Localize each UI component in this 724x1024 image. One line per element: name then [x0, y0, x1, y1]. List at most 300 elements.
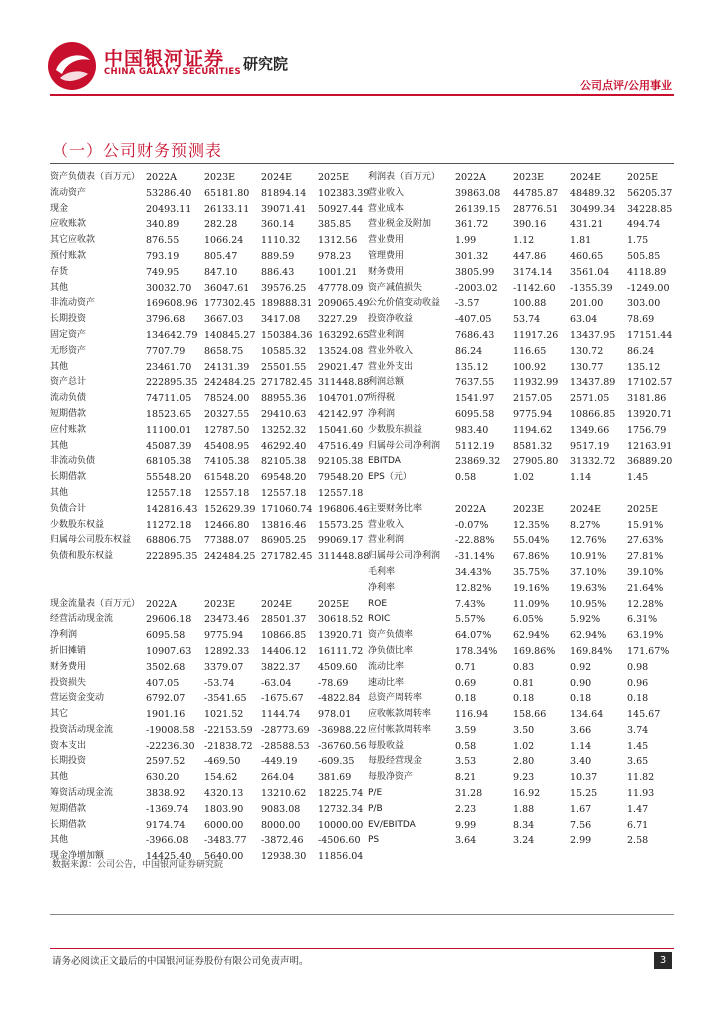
cell-value: 303.00 — [627, 298, 661, 310]
cell-value: 12732.34 — [318, 803, 364, 815]
row-label: 其它应收款 — [50, 235, 96, 246]
cell-value: 64.07% — [455, 630, 492, 642]
cell-value: 1066.24 — [204, 235, 244, 247]
row-label: 流动负债 — [50, 393, 87, 404]
cell-value: 3.64 — [455, 835, 477, 847]
cell-value: 74711.05 — [146, 393, 192, 405]
cell-value: 39071.41 — [261, 203, 307, 215]
cell-value: 1.67 — [570, 803, 592, 815]
balance-sheet-row — [50, 518, 380, 534]
balance-sheet-row — [50, 375, 380, 391]
row-label: 归属母公司净利润 — [368, 551, 441, 562]
cell-value: 28501.37 — [261, 614, 307, 626]
cell-value: 15041.60 — [318, 424, 364, 436]
cell-value: 13437.89 — [570, 377, 616, 389]
cell-value: 3181.86 — [627, 393, 667, 405]
cell-value: 163292.65 — [318, 329, 370, 341]
row-label: 营业费用 — [368, 235, 405, 246]
row-label: 应收帐款周转率 — [368, 709, 432, 720]
cash-flow-row — [50, 739, 380, 755]
balance-sheet-row — [50, 439, 380, 455]
cell-value: 26139.15 — [455, 203, 501, 215]
cell-value: 17151.44 — [627, 329, 673, 341]
income-statement-row — [368, 470, 678, 486]
row-label: 流动比率 — [368, 661, 405, 672]
cell-value: 1756.79 — [627, 424, 667, 436]
cell-value: 271782.45 — [261, 551, 313, 563]
cell-value: 340.89 — [146, 219, 180, 231]
bottom-divider — [50, 914, 674, 915]
cell-value: 983.40 — [455, 424, 489, 436]
cell-value: 7637.55 — [455, 377, 495, 389]
cell-value: 102383.39 — [318, 187, 370, 199]
logo-chinese-name: 中国银河证券 — [104, 48, 225, 70]
cell-value: 630.20 — [146, 772, 180, 784]
cell-value: 749.95 — [146, 266, 180, 278]
row-label: 筹资活动现金流 — [50, 788, 114, 799]
cell-value: 12557.18 — [261, 487, 307, 499]
footer-divider — [50, 948, 674, 949]
cell-value: 3174.14 — [513, 266, 553, 278]
cell-value: 29021.47 — [318, 361, 364, 373]
cell-value: 62.94% — [570, 630, 607, 642]
income-statement-row — [368, 202, 678, 218]
cash-flow-row — [50, 818, 380, 834]
cell-value: 2597.52 — [146, 756, 186, 768]
row-label: 现金净增加额 — [50, 851, 105, 862]
cell-value: -28588.53 — [261, 740, 310, 752]
row-label: 速动比率 — [368, 677, 405, 688]
row-label: 营业收入 — [368, 519, 405, 530]
row-label: 利润表（百万元） — [368, 172, 441, 182]
cell-value: 6792.07 — [146, 693, 186, 705]
cell-value: 11856.04 — [318, 851, 364, 863]
cell-value: 47778.09 — [318, 282, 364, 294]
cell-value: 9775.94 — [513, 408, 553, 420]
cell-value: 9.99 — [455, 819, 477, 831]
cell-value: 12.28% — [627, 598, 664, 610]
cell-value: 6095.58 — [146, 630, 186, 642]
cell-value: 169.84% — [570, 645, 613, 657]
row-label: 其他 — [50, 282, 69, 293]
cell-value: 10.91% — [570, 551, 607, 563]
cell-value: 20327.55 — [204, 408, 250, 420]
cell-value: -3483.77 — [204, 835, 247, 847]
cell-value: 178.34% — [455, 645, 498, 657]
cell-value: 0.18 — [513, 693, 535, 705]
financial-ratios-header — [368, 502, 678, 518]
cash-flow-row — [50, 660, 380, 676]
cell-value: 2024E — [570, 503, 602, 515]
financial-ratios-row — [368, 723, 678, 739]
cell-value: 74105.38 — [204, 456, 250, 468]
cell-value: 196806.46 — [318, 503, 370, 515]
cell-value: 1.02 — [513, 472, 535, 484]
balance-sheet-row — [50, 217, 380, 233]
cell-value: 1312.56 — [318, 235, 358, 247]
cell-value: 23473.46 — [204, 614, 250, 626]
cell-value: 116.94 — [455, 709, 489, 721]
cell-value: 2025E — [318, 598, 350, 610]
cell-value: 34.43% — [455, 566, 492, 578]
row-label: 总资产周转率 — [368, 693, 423, 704]
row-label: 少数股东权益 — [50, 519, 105, 530]
row-label: P/B — [368, 803, 383, 814]
cell-value: 69548.20 — [261, 472, 307, 484]
cell-value: 3.65 — [627, 756, 649, 768]
cell-value: 793.19 — [146, 250, 180, 262]
cash-flow-row — [50, 754, 380, 770]
cell-value: 189888.31 — [261, 298, 313, 310]
cell-value: 2.99 — [570, 835, 592, 847]
balance-sheet-row — [50, 407, 380, 423]
row-label: 管理费用 — [368, 250, 405, 261]
cell-value: 12557.18 — [146, 487, 192, 499]
cell-value: 16.92 — [513, 788, 541, 800]
cell-value: -4822.84 — [318, 693, 361, 705]
cell-value: 13920.71 — [627, 408, 673, 420]
cell-value: 2022A — [455, 503, 487, 515]
cell-value: 1.12 — [513, 235, 535, 247]
cell-value: 10907.63 — [146, 645, 192, 657]
cell-value: 29606.18 — [146, 614, 192, 626]
row-label: 营业收入 — [368, 187, 405, 198]
right-tables — [368, 170, 678, 849]
cell-value: 12787.50 — [204, 424, 250, 436]
row-label: 投资损失 — [50, 677, 87, 688]
cell-value: 30499.34 — [570, 203, 616, 215]
cell-value: 2.23 — [455, 803, 477, 815]
cell-value: 46292.40 — [261, 440, 307, 452]
cell-value: 152629.39 — [204, 503, 256, 515]
cell-value: 0.81 — [513, 677, 535, 689]
cell-value: 360.14 — [261, 219, 295, 231]
financial-ratios-row — [368, 628, 678, 644]
cell-value: 7707.79 — [146, 345, 186, 357]
cell-value: 19.63% — [570, 582, 607, 594]
cash-flow-row — [50, 770, 380, 786]
cell-value: -1249.00 — [627, 282, 670, 294]
balance-sheet-row — [50, 454, 380, 470]
income-statement-row — [368, 217, 678, 233]
cash-flow-row — [50, 628, 380, 644]
row-label: 资产负债率 — [368, 630, 414, 641]
cell-value: 135.12 — [455, 361, 489, 373]
row-label: 归属母公司股东权益 — [50, 535, 132, 546]
row-label: 其他 — [50, 440, 69, 451]
cell-value: 1.14 — [570, 472, 592, 484]
cell-value: 311448.88 — [318, 377, 370, 389]
cell-value: 130.77 — [570, 361, 604, 373]
row-label: 非流动负债 — [50, 456, 96, 467]
cell-value: 242484.25 — [204, 551, 256, 563]
row-label: 流动资产 — [50, 187, 87, 198]
cell-value: 0.96 — [627, 677, 649, 689]
financial-ratios-row — [368, 533, 678, 549]
income-statement-header — [368, 170, 678, 186]
row-label: 其他 — [50, 487, 69, 498]
cell-value: 10866.85 — [570, 408, 616, 420]
row-label: 短期借款 — [50, 408, 87, 419]
cell-value: 6000.00 — [204, 819, 244, 831]
row-label: 短期借款 — [50, 803, 87, 814]
cell-value: 145.67 — [627, 709, 661, 721]
cell-value: 4118.89 — [627, 266, 667, 278]
financial-ratios-row — [368, 833, 678, 849]
cell-value: 381.69 — [318, 772, 352, 784]
cell-value: 2025E — [627, 172, 659, 183]
cell-value: 6.05% — [513, 614, 544, 626]
cell-value: 158.66 — [513, 709, 547, 721]
balance-sheet-row — [50, 423, 380, 439]
cell-value: 86.24 — [455, 345, 483, 357]
cell-value: 1349.66 — [570, 424, 610, 436]
cell-value: 13210.62 — [261, 788, 307, 800]
balance-sheet-row — [50, 344, 380, 360]
row-label: 无形资产 — [50, 345, 87, 356]
cell-value: 99069.17 — [318, 535, 364, 547]
cell-value: 88955.36 — [261, 393, 307, 405]
cell-value: 460.65 — [570, 250, 604, 262]
row-label: 营业成本 — [368, 203, 405, 214]
cell-value: 30618.52 — [318, 614, 364, 626]
left-tables — [50, 170, 380, 865]
cash-flow-row — [50, 691, 380, 707]
cell-value: 361.72 — [455, 219, 489, 231]
cell-value: 39863.08 — [455, 187, 501, 199]
cell-value: 135.12 — [627, 361, 661, 373]
financial-ratios-row — [368, 802, 678, 818]
row-label: 长期借款 — [50, 472, 87, 483]
cell-value: 77388.07 — [204, 535, 250, 547]
cash-flow-row — [50, 676, 380, 692]
cell-value: 1.45 — [627, 472, 649, 484]
cell-value: 10585.32 — [261, 345, 307, 357]
cash-flow-row — [50, 802, 380, 818]
row-label: 营业税金及附加 — [368, 219, 432, 230]
cell-value: 2.80 — [513, 756, 535, 768]
row-label: 净利润 — [368, 408, 396, 419]
cell-value: 14406.12 — [261, 645, 307, 657]
cell-value: -0.07% — [455, 519, 489, 531]
cell-value: 116.65 — [513, 345, 547, 357]
row-label: EBITDA — [368, 456, 401, 467]
row-label: 财务费用 — [368, 266, 405, 277]
cell-value: 1.47 — [627, 803, 649, 815]
cell-value: -63.04 — [261, 677, 292, 689]
cell-value: 169.86% — [513, 645, 556, 657]
cell-value: 31332.72 — [570, 456, 616, 468]
cell-value: 86905.25 — [261, 535, 307, 547]
cell-value: 8000.00 — [261, 819, 301, 831]
financial-ratios-row — [368, 786, 678, 802]
cell-value: 9.23 — [513, 772, 535, 784]
cell-value: 1.99 — [455, 235, 477, 247]
cell-value: 45087.39 — [146, 440, 192, 452]
financial-ratios-row — [368, 660, 678, 676]
cell-value: 15573.25 — [318, 519, 364, 531]
cell-value: 92105.38 — [318, 456, 364, 468]
cell-value: 5640.00 — [204, 851, 244, 863]
row-label: 营业利润 — [368, 535, 405, 546]
cell-value: 3561.04 — [570, 266, 610, 278]
financial-ratios-row — [368, 739, 678, 755]
cell-value: 53286.40 — [146, 187, 192, 199]
cell-value: 39576.25 — [261, 282, 307, 294]
cell-value: 2024E — [570, 172, 602, 183]
cell-value: 65181.80 — [204, 187, 250, 199]
cell-value: 171.67% — [627, 645, 670, 657]
cell-value: 1001.21 — [318, 266, 358, 278]
cell-value: 26133.11 — [204, 203, 250, 215]
balance-sheet-row — [50, 360, 380, 376]
cell-value: 34228.85 — [627, 203, 673, 215]
table-spacer — [368, 486, 678, 502]
balance-sheet-row — [50, 533, 380, 549]
cell-value: 10866.85 — [261, 630, 307, 642]
cell-value: 50927.44 — [318, 203, 364, 215]
cell-value: 264.04 — [261, 772, 295, 784]
row-label: 长期借款 — [50, 819, 87, 830]
cell-value: 14425.40 — [146, 851, 192, 863]
cell-value: 1021.52 — [204, 709, 244, 721]
cell-value: 10.37 — [570, 772, 598, 784]
cell-value: 0.98 — [627, 661, 649, 673]
cell-value: 140845.27 — [204, 329, 256, 341]
cell-value: 27.63% — [627, 535, 664, 547]
income-statement-row — [368, 454, 678, 470]
cell-value: 12466.80 — [204, 519, 250, 531]
cell-value: 201.00 — [570, 298, 604, 310]
cell-value: 86.24 — [627, 345, 655, 357]
cell-value: 2023E — [513, 503, 545, 515]
financial-ratios-row — [368, 565, 678, 581]
header-divider — [50, 94, 674, 96]
cell-value: 25501.55 — [261, 361, 307, 373]
cell-value: 1901.16 — [146, 709, 186, 721]
cell-value: -3541.65 — [204, 693, 247, 705]
cell-value: 36889.20 — [627, 456, 673, 468]
cell-value: 0.18 — [455, 693, 477, 705]
cell-value: -1675.67 — [261, 693, 304, 705]
cell-value: 67.86% — [513, 551, 550, 563]
income-statement-row — [368, 328, 678, 344]
cell-value: -21838.72 — [204, 740, 253, 752]
cell-value: 5112.19 — [455, 440, 495, 452]
cell-value: 1110.32 — [261, 235, 301, 247]
cell-value: -53.74 — [204, 677, 235, 689]
cell-value: 978.23 — [318, 250, 352, 262]
cell-value: 0.58 — [455, 740, 477, 752]
cell-value: 154.62 — [204, 772, 238, 784]
row-label: 其它 — [50, 709, 69, 720]
row-label: P/E — [368, 788, 383, 799]
row-label: 应付帐款周转率 — [368, 724, 432, 735]
cell-value: 104701.07 — [318, 393, 370, 405]
cell-value: 23869.32 — [455, 456, 501, 468]
cell-value: 142816.43 — [146, 503, 198, 515]
cell-value: 169608.96 — [146, 298, 198, 310]
cash-flow-row — [50, 786, 380, 802]
row-label: 主要财务比率 — [368, 503, 423, 514]
row-label: 资本支出 — [50, 740, 87, 751]
cell-value: 242484.25 — [204, 377, 256, 389]
row-label: 净利率 — [368, 582, 396, 593]
balance-sheet-row — [50, 328, 380, 344]
cell-value: 3796.68 — [146, 314, 186, 326]
balance-sheet-row — [50, 249, 380, 265]
balance-sheet-row — [50, 186, 380, 202]
cell-value: 282.28 — [204, 219, 238, 231]
cell-value: 11100.01 — [146, 424, 192, 436]
cell-value: 171060.74 — [261, 503, 313, 515]
institute-label: 研究院 — [243, 55, 289, 73]
cell-value: 12.35% — [513, 519, 550, 531]
row-label: 每股经营现金 — [368, 756, 423, 767]
cell-value: 12163.91 — [627, 440, 673, 452]
cell-value: 8.34 — [513, 819, 535, 831]
data-source-note: 数据来源：公司公告，中国银河证券研究院 — [52, 860, 224, 870]
cell-value: 8.21 — [455, 772, 477, 784]
row-label: 所得税 — [368, 393, 396, 404]
cell-value: -1355.39 — [570, 282, 613, 294]
income-statement-row — [368, 249, 678, 265]
cell-value: 53.74 — [513, 314, 541, 326]
cell-value: 45408.95 — [204, 440, 250, 452]
row-label: 负债合计 — [50, 503, 87, 514]
cell-value: 12557.18 — [318, 487, 364, 499]
cell-value: -78.69 — [318, 677, 349, 689]
cell-value: 3822.37 — [261, 661, 301, 673]
title-divider — [50, 163, 674, 164]
balance-sheet-header — [50, 170, 380, 186]
row-label: 营运资金变动 — [50, 693, 105, 704]
cell-value: 20493.11 — [146, 203, 192, 215]
cell-value: 11932.99 — [513, 377, 559, 389]
cell-value: 11.82 — [627, 772, 655, 784]
cell-value: 0.92 — [570, 661, 592, 673]
income-statement-row — [368, 407, 678, 423]
cash-flow-row — [50, 707, 380, 723]
balance-sheet-row — [50, 202, 380, 218]
row-label: 资产减值损失 — [368, 282, 423, 293]
income-statement-row — [368, 281, 678, 297]
cell-value: 42142.97 — [318, 408, 364, 420]
cell-value: 2571.05 — [570, 393, 610, 405]
cell-value: 44785.87 — [513, 187, 559, 199]
cell-value: 1.14 — [570, 740, 592, 752]
row-label: 存货 — [50, 266, 69, 277]
row-label: 公允价值变动收益 — [368, 298, 441, 309]
row-label: 现金 — [50, 203, 69, 214]
row-label: PS — [368, 835, 380, 846]
galaxy-logo-icon — [46, 40, 98, 92]
table-spacer — [50, 565, 380, 581]
cell-value: 8.27% — [570, 519, 601, 531]
cell-value: 209065.49 — [318, 298, 370, 310]
cell-value: -22153.59 — [204, 724, 253, 736]
balance-sheet-row — [50, 549, 380, 565]
cell-value: 12892.33 — [204, 645, 250, 657]
cell-value: 39.10% — [627, 566, 664, 578]
cell-value: 8581.32 — [513, 440, 553, 452]
cell-value: 13252.32 — [261, 424, 307, 436]
cell-value: 3502.68 — [146, 661, 186, 673]
cell-value: 9174.74 — [146, 819, 186, 831]
financial-ratios-row — [368, 754, 678, 770]
cell-value: 847.10 — [204, 266, 238, 278]
cell-value: -22.88% — [455, 535, 495, 547]
